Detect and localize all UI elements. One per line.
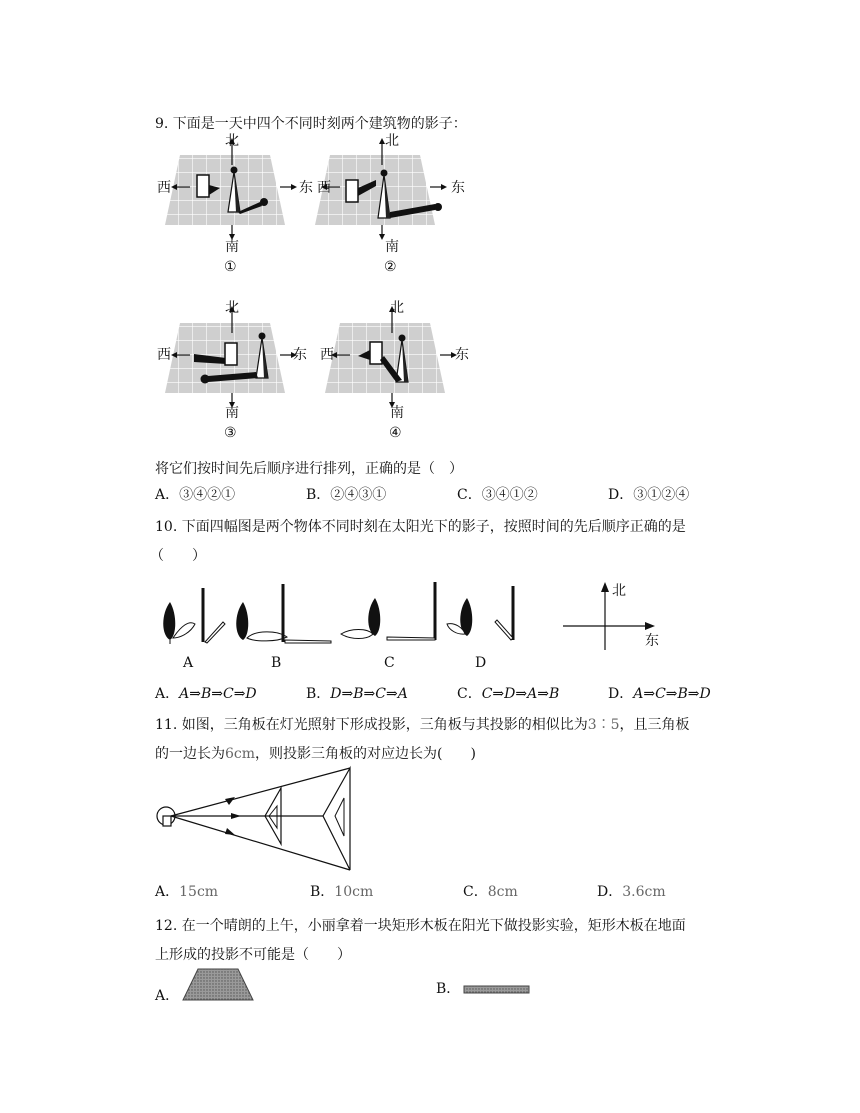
q9-p4-west: 西: [320, 347, 334, 363]
q9-p1-west: 西: [157, 180, 171, 196]
q10-stem: 10. 下面四幅图是两个物体不同时刻在太阳光下的影子，按照时间的先后顺序正确的是: [155, 519, 686, 535]
q12-option-b-shape: [463, 985, 531, 995]
q9-p2-south: 南: [385, 239, 399, 255]
q10-option-b[interactable]: B．D⇒B⇒C⇒A: [306, 686, 408, 702]
q9-p3-east: 东: [293, 347, 307, 363]
q12-option-b[interactable]: B．: [436, 981, 461, 997]
q9-option-a[interactable]: A．③④②①: [155, 487, 236, 503]
q10-label-d: D: [475, 655, 487, 671]
q9-p2-east: 东: [451, 180, 465, 196]
q9-panel-1: [165, 138, 297, 240]
q12-stem-line2: 上形成的投影不可能是（ ）: [155, 947, 351, 963]
q9-p1-east: 东: [299, 180, 313, 196]
q10-axis-north: 北: [612, 583, 626, 599]
q9-panel-2: [315, 138, 447, 240]
q9-option-c[interactable]: C．③④①②: [457, 487, 538, 503]
q10-fig-a: [163, 588, 225, 644]
q9-p3-south: 南: [225, 405, 239, 421]
q9-p2-north: 北: [385, 133, 399, 149]
q9-p4-east: 东: [455, 347, 469, 363]
q9-stem: 9. 下面是一天中四个不同时刻两个建筑物的影子：: [155, 116, 467, 132]
q9-panel-3: [165, 306, 297, 408]
q10-option-c[interactable]: C．C⇒D⇒A⇒B: [457, 686, 560, 702]
q9-p1-south: 南: [225, 239, 239, 255]
q9-p1-num: ①: [224, 259, 237, 275]
q10-fig-d: [447, 586, 513, 640]
q9-option-d[interactable]: D．③①②④: [608, 487, 690, 503]
q9-p4-north: 北: [390, 300, 404, 316]
q11-stem-line1: 11. 如图，三角板在灯光照射下形成投影，三角板与其投影的相似比为3∶5，且三角板: [155, 717, 690, 733]
q10-axis-east: 东: [645, 633, 659, 649]
q10-axes: [563, 582, 655, 650]
q9-p2-num: ②: [384, 259, 397, 275]
q9-p3-north: 北: [225, 300, 239, 316]
q9-p4-south: 南: [390, 405, 404, 421]
q9-p3-num: ③: [224, 425, 237, 441]
q12-option-a[interactable]: A．: [155, 988, 180, 1004]
q11-stem-line2: 的一边长为6cm，则投影三角板的对应边长为( ): [155, 746, 476, 762]
q9-ask: 将它们按时间先后顺序进行排列，正确的是（ ）: [155, 461, 463, 477]
q10-fig-b: [236, 584, 331, 643]
q11-length: 6cm: [225, 746, 256, 762]
q11-option-a[interactable]: A．15cm: [155, 884, 219, 900]
q11-option-c[interactable]: C．8cm: [463, 884, 518, 900]
q9-p3-west: 西: [157, 347, 171, 363]
q10-option-a[interactable]: A．A⇒B⇒C⇒D: [155, 686, 257, 702]
q10-fig-c: [341, 582, 435, 640]
q11-option-b[interactable]: B．10cm: [310, 884, 374, 900]
q10-label-b: B: [271, 655, 282, 671]
q10-label-a: A: [183, 655, 194, 671]
q10-option-d[interactable]: D．A⇒C⇒B⇒D: [608, 686, 711, 702]
q9-option-b[interactable]: B．②④③①: [306, 487, 387, 503]
q10-label-c: C: [384, 655, 395, 671]
q12-option-a-shape: [182, 968, 254, 1002]
q11-figure: [155, 764, 365, 874]
q9-p1-north: 北: [225, 133, 239, 149]
q11-option-d[interactable]: D．3.6cm: [597, 884, 666, 900]
q10-paren: （ ）: [150, 548, 206, 564]
q9-p2-west: 西: [317, 180, 331, 196]
q9-p4-num: ④: [389, 425, 402, 441]
q12-stem-line1: 12. 在一个晴朗的上午，小丽拿着一块矩形木板在阳光下做投影实验，矩形木板在地面: [155, 918, 686, 934]
q9-panel-4: [325, 306, 457, 408]
q11-ratio: 3∶5: [587, 717, 620, 733]
